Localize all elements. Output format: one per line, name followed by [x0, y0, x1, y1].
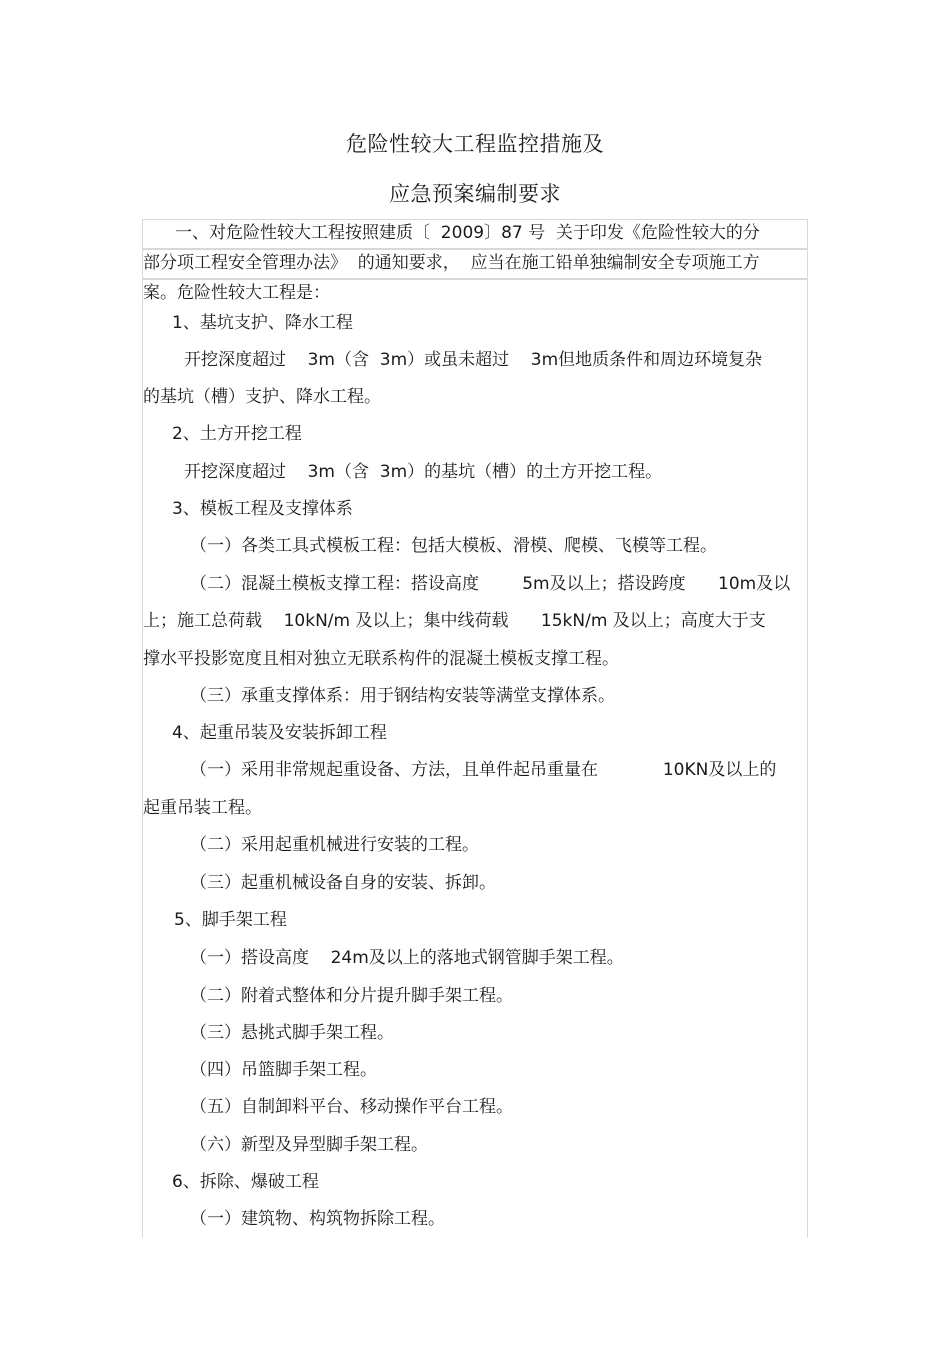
section-heading: 5、脚手架工程	[174, 910, 287, 930]
text-frame-body	[142, 279, 808, 1238]
section-heading: 6、拆除、爆破工程	[172, 1172, 319, 1192]
list-item: （一）建筑物、构筑物拆除工程。	[190, 1209, 445, 1229]
list-item: （五）自制卸料平台、移动操作平台工程。	[190, 1097, 513, 1117]
document-title-line-1: 危险性较大工程监控措施及	[346, 132, 604, 156]
list-item: （四）吊篮脚手架工程。	[190, 1060, 377, 1080]
paragraph-line: 开挖深度超过 3m（含 3m）或虽未超过 3m但地质条件和周边环境复杂	[184, 350, 763, 370]
list-item: （二）附着式整体和分片提升脚手架工程。	[190, 986, 513, 1006]
paragraph-line: 案。危险性较大工程是：	[143, 283, 330, 303]
document-title-line-2: 应急预案编制要求	[389, 182, 561, 206]
section-heading: 3、模板工程及支撑体系	[172, 499, 353, 519]
list-item: （一）搭设高度 24m及以上的落地式钢管脚手架工程。	[190, 948, 624, 968]
list-item: （三）悬挑式脚手架工程。	[190, 1023, 394, 1043]
section-heading: 1、基坑支护、降水工程	[172, 313, 353, 333]
paragraph-line: 起重吊装工程。	[143, 798, 262, 818]
list-item: （一）各类工具式模板工程：包括大模板、滑模、爬模、飞模等工程。	[190, 536, 717, 556]
paragraph-line: 的基坑（槽）支护、降水工程。	[143, 387, 381, 407]
list-item: （六）新型及异型脚手架工程。	[190, 1135, 428, 1155]
list-item: （一）采用非常规起重设备、方法，且单件起吊重量在 10KN及以上的	[190, 760, 777, 780]
list-item: （三）承重支撑体系：用于钢结构安装等满堂支撑体系。	[190, 686, 615, 706]
section-heading: 2、土方开挖工程	[172, 424, 302, 444]
paragraph-line: 撑水平投影宽度且相对独立无联系构件的混凝土模板支撑工程。	[143, 649, 619, 669]
paragraph-line: 开挖深度超过 3m（含 3m）的基坑（槽）的土方开挖工程。	[184, 462, 663, 482]
list-item: （二）采用起重机械进行安装的工程。	[190, 835, 479, 855]
paragraph-line: 部分项工程安全管理办法》 的通知要求， 应当在施工铅单独编制安全专项施工方	[143, 253, 760, 273]
list-item: （三）起重机械设备自身的安装、拆卸。	[190, 873, 496, 893]
paragraph-line: 上；施工总荷载 10kN/m 及以上；集中线荷载 15kN/m 及以上；高度大于支	[143, 611, 766, 631]
section-heading: 4、起重吊装及安装拆卸工程	[172, 723, 387, 743]
list-item: （二）混凝土模板支撑工程：搭设高度 5m及以上；搭设跨度 10m及以	[190, 574, 791, 594]
paragraph-line: 一、对危险性较大工程按照建质〔 2009〕87 号 关于印发《危险性较大的分	[175, 223, 760, 243]
